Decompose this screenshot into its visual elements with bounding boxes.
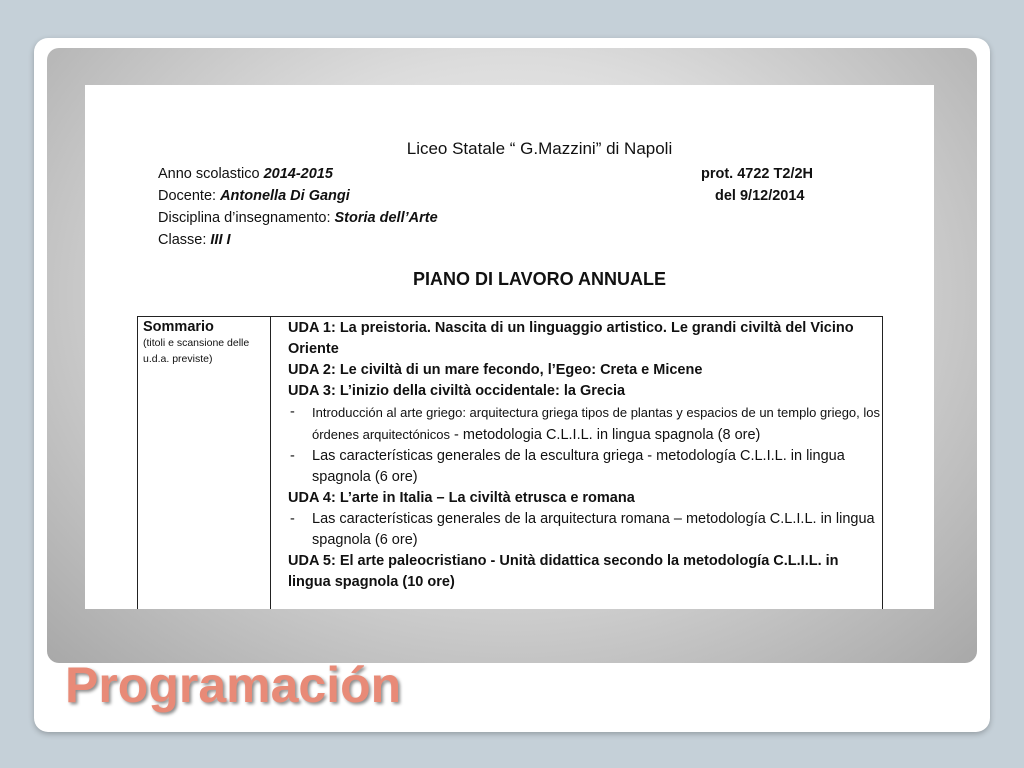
document-image [85,85,934,609]
info-line-subject: Disciplina d’insegnamento: Storia dell’Arte [158,210,438,226]
info-line-class: Classe: III I [158,232,231,248]
protocol-info [701,163,813,207]
info-line-year: Anno scolastico 2014-2015 [158,166,333,182]
uda-4-item-1: - Las características generales de la arquitectura romana – metodología C.L.I.L. in lingua spagnola (6 ore) [288,509,884,551]
uda-1: UDA 1: La preistoria. Nascita di un linguaggio artistico. Le grandi civiltà del Vicino Oriente [288,320,854,357]
summary-header: Sommario [143,319,214,335]
uda-2: UDA 2: Le civiltà di un mare fecondo, l’Egeo: Creta e Micene [288,362,703,378]
uda-4: UDA 4: L’arte in Italia – La civiltà etrusca e romana [288,490,635,506]
school-title: Liceo Statale “ G.Mazzini” di Napoli [406,139,673,158]
document-info [158,163,438,251]
uda-3-item-1: - Introducción al arte griego: arquitectura griega tipos de plantas y espacios de un templo griego, los órdenes arquitectónicos - metodologia C.L.I.L. in lingua spagnola (8 ore) [288,402,884,446]
uda-5: UDA 5: El arte paleocristiano - Unità didattica secondo la metodología C.L.I.L. in lingua spagnola (10 ore) [288,553,839,590]
uda-column [272,317,884,593]
protocol-number: prot. 4722 T2/2H [701,166,814,182]
plan-title: PIANO DI LAVORO ANNUALE [412,269,666,289]
summary-column [138,317,271,609]
protocol-date: del 9/12/2014 [715,188,805,204]
slide-caption: Programación [65,657,402,713]
plan-table [137,316,883,609]
summary-subtitle: (titoli e scansione delle u.d.a. previste) [143,337,250,365]
uda-3: UDA 3: L’inizio della civiltà occidentale: la Grecia [288,383,626,399]
uda-3-item-2: - Las características generales de la escultura griega - metodología C.L.I.L. in lingua spagnola (6 ore) [288,446,884,488]
info-line-teacher: Docente: Antonella Di Gangi [158,188,350,204]
